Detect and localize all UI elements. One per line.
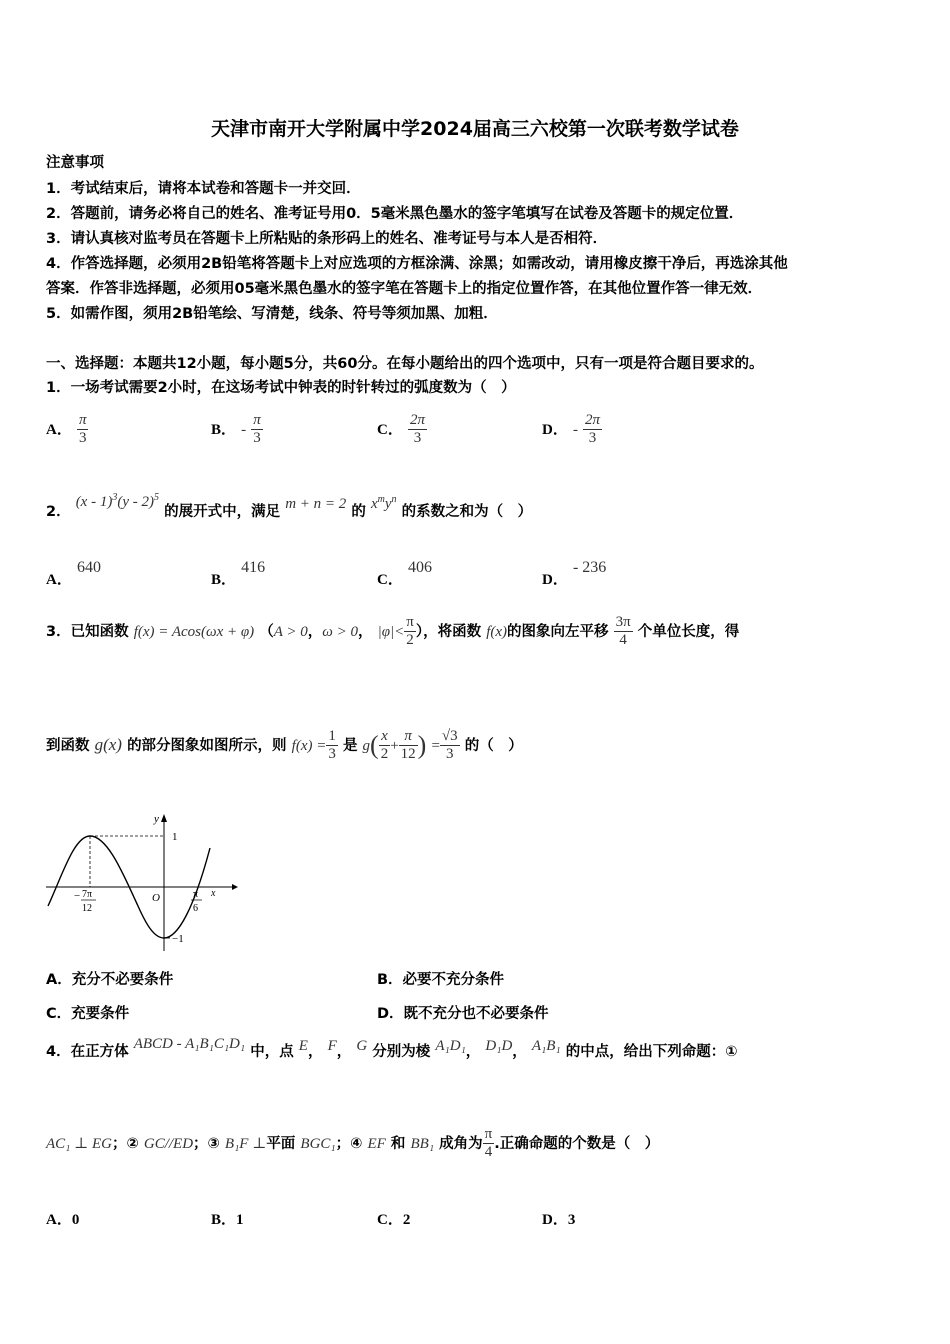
left-tick-num: 7π [82,889,93,900]
q4-option-b[interactable]: B．1 [211,1212,244,1228]
q3-option-c[interactable]: C．充要条件 [46,1006,130,1022]
y-axis-arrow [161,814,167,822]
q3-stem-line1: 3．已知函数 f(x) = Acos(ωx + φ) （A > 0，ω > 0， |φ|< $\frac{\pi}{2}$ ），将函数 f(x)的图象向左平移 $\frac{3\pi}{4}$ 个单位长度，得 [46,614,740,648]
q4-option-a[interactable]: A．0 [46,1212,80,1228]
notice-heading: 注意事项 [46,155,104,171]
q2-expression: (x - 1)$^3$(y - 2)$^5$ [75,492,159,510]
section-heading: 一、选择题：本题共12小题，每小题5分，共60分。在每小题给出的四个选项中，只有一项是符合题目要求的。 [46,356,764,372]
right-tick-den: 6 [193,903,198,914]
fraction: $\frac{2\pi}{3}$ [585,412,601,446]
option-label: A． [46,422,72,438]
q2-option-d[interactable]: D． - 236 [542,559,607,588]
q1-stem: 1．一场考试需要2小时，在这场考试中钟表的时针转过的弧度数为（ ） [46,380,516,396]
x-axis-arrow [232,884,238,890]
notice-item: 答案．作答非选择题，必须用05毫米黑色墨水的签字笔在答题卡上的指定位置作答，在其他位置作答一律无效． [46,281,763,297]
q4-option-d[interactable]: D．3 [542,1212,576,1228]
notice-item: 3．请认真核对监考员在答题卡上所粘贴的条形码上的姓名、准考证号与本人是否相符． [46,231,608,247]
max-label: 1 [172,831,178,843]
page-title: 天津市南开大学附属中学2024届高三六校第一次联考数学试卷 [211,118,739,140]
q1-option-a[interactable] [46,412,88,447]
q3-option-d[interactable]: D．既不充分也不必要条件 [377,1006,549,1022]
notice-item: 1．考试结束后，请将本试卷和答题卡一并交回． [46,181,361,197]
q2-stem: 2． (x - 1)$^3$(y - 2)$^5$ 的展开式中，满足 m + n = 2 的 $x^my^n$ 的系数之和为（ ） [46,492,533,520]
q2-option-c[interactable]: C． 406 [377,559,432,588]
q3-option-a[interactable]: A．充分不必要条件 [46,972,174,988]
notice-item: 5．如需作图，须用2B铅笔绘、写清楚，线条、符号等须加黑、加粗． [46,306,498,322]
x-label: x [211,888,216,899]
q1-option-c[interactable]: C． $\frac{2\pi}{3}$ [377,412,425,446]
q4-option-c[interactable]: C．2 [377,1212,411,1228]
q3-cosine-graph [44,808,244,954]
fraction: $\frac{\pi}{3}$ [253,412,261,446]
y-label: y [154,813,159,825]
q1-option-b[interactable]: B． - $\frac{\pi}{3}$ [211,412,261,446]
q3-option-b[interactable]: B．必要不充分条件 [377,972,505,988]
left-tick-den: 12 [82,903,92,914]
origin-label: O [152,892,160,904]
right-tick-num: π [193,889,199,900]
q3-stem-line2: 到函数 g(x) 的部分图象如图所示，则 f(x) = $\frac{1}{3}$ 是 g( $\frac{x}{2}$ + $\frac{\pi}{12}$ ) = $\frac{√3}{3}$ 的（ ） [46,728,523,762]
q2-option-b[interactable]: B． 416 [211,559,266,588]
q2-option-a[interactable]: A． 640 [46,559,101,588]
q4-stem-line1: 4．在正方体 ABCD - A₁B₁C₁D₁ 中，点 E， F， G 分别为棱 A₁D₁， D₁D， A₁B₁ 的中点，给出下列命题：① [46,1036,738,1060]
q1-option-d[interactable]: D． - $\frac{2\pi}{3}$ [542,412,601,446]
fraction: $\frac{\pi}{3}$ [78,412,87,446]
q2-monomial: $x^my^n$ [370,494,397,512]
left-tick-sign: − [74,890,81,902]
q4-stem-line2: AC₁ ⊥ EG；② GC//ED；③ B₁F ⊥平面 BGC₁；④ EF 和 BB₁ 成角为 $\frac{\pi}{4}$ .正确命题的个数是（ ） [46,1126,660,1160]
min-label: −1 [172,933,184,945]
notice-item: 2．答题前，请务必将自己的姓名、准考证号用0．5毫米黑色墨水的签字笔填写在试卷及答题卡的规定位置． [46,206,744,222]
fraction: $\frac{2\pi}{3}$ [409,412,425,446]
q2-condition: m + n = 2 [285,496,347,512]
notice-item: 4．作答选择题，必须用2B铅笔将答题卡上对应选项的方框涂满、涂黑；如需改动，请用橡皮擦干净后，再选涂其他 [46,256,788,272]
